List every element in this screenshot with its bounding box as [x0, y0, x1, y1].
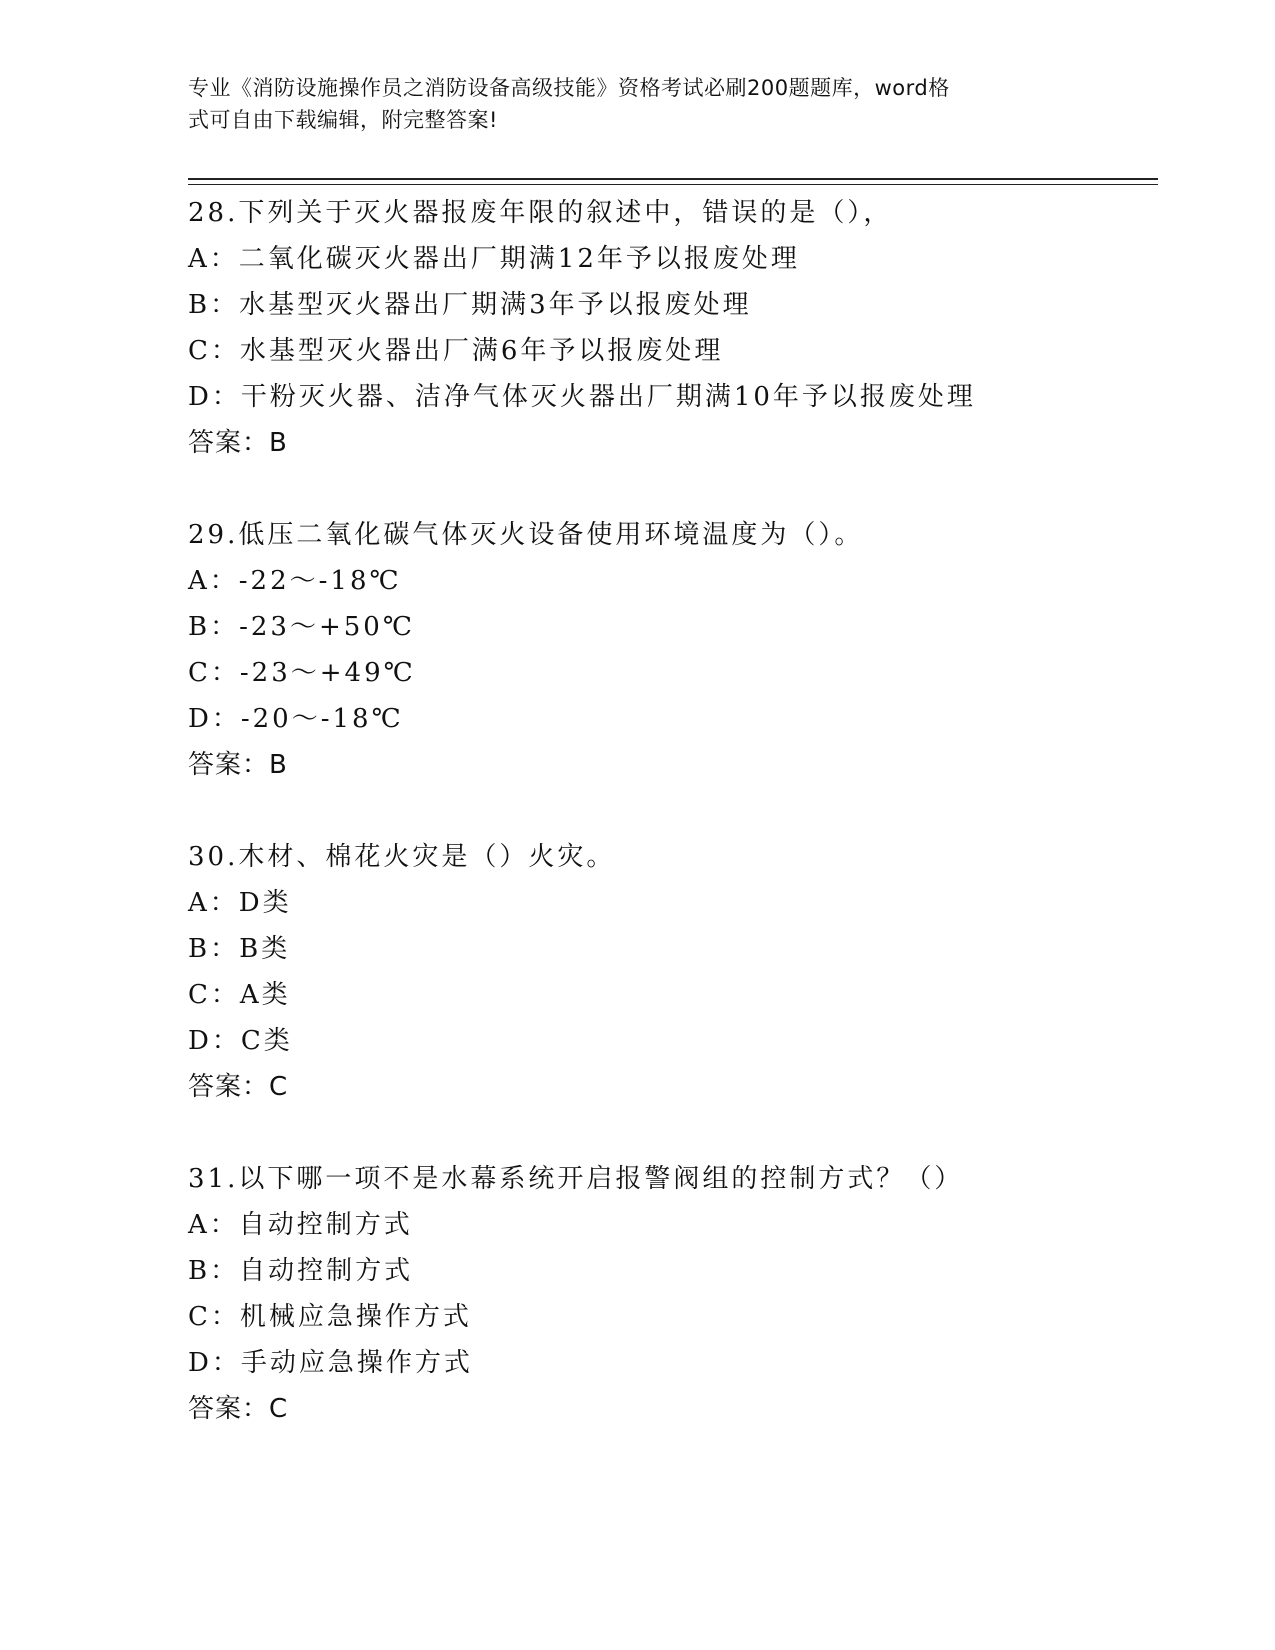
header-divider-thick: [188, 178, 1158, 180]
option-c: C：A类: [188, 980, 291, 1010]
question-list: [188, 190, 1148, 1478]
document-header: [188, 72, 1068, 136]
question-29: [188, 512, 1148, 788]
option-b: B：水基型灭火器出厂期满3年予以报废处理: [188, 290, 752, 320]
question-28: [188, 190, 1148, 466]
header-line-2: 式可自由下载编辑，附完整答案!: [188, 108, 498, 132]
option-a: A：二氧化碳灭火器出厂期满12年予以报废处理: [188, 244, 800, 274]
option-d: D：手动应急操作方式: [188, 1348, 473, 1378]
option-d: D：干粉灭火器、洁净气体灭火器出厂期满10年予以报废处理: [188, 382, 976, 412]
answer-label: 答案：B: [188, 750, 288, 780]
option-a: A：D类: [188, 888, 292, 918]
option-a: A：自动控制方式: [188, 1210, 413, 1240]
question-stem: 30.木材、棉花火灾是（）火灾。: [188, 842, 616, 872]
option-b: B：B类: [188, 934, 291, 964]
question-stem: 28.下列关于灭火器报废年限的叙述中，错误的是（），: [188, 198, 893, 228]
question-30: [188, 834, 1148, 1110]
option-c: C：机械应急操作方式: [188, 1302, 472, 1332]
option-a: A：-22～-18℃: [188, 566, 402, 596]
answer-label: 答案：B: [188, 428, 288, 458]
header-line-1: 专业《消防设施操作员之消防设备高级技能》资格考试必刷200题题库，word格: [188, 76, 950, 100]
option-b: B：自动控制方式: [188, 1256, 414, 1286]
answer-label: 答案：C: [188, 1072, 289, 1102]
question-31: [188, 1156, 1148, 1432]
option-c: C：-23～+49℃: [188, 658, 416, 688]
header-divider-thin: [188, 184, 1158, 185]
option-b: B：-23～+50℃: [188, 612, 415, 642]
option-d: D：-20～-18℃: [188, 704, 404, 734]
option-c: C：水基型灭火器出厂满6年予以报废处理: [188, 336, 724, 366]
question-stem: 31.以下哪一项不是水幕系统开启报警阀组的控制方式？（）: [188, 1164, 964, 1194]
question-stem: 29.低压二氧化碳气体灭火设备使用环境温度为（）。: [188, 520, 864, 550]
option-d: D：C类: [188, 1026, 293, 1056]
answer-label: 答案：C: [188, 1394, 289, 1424]
